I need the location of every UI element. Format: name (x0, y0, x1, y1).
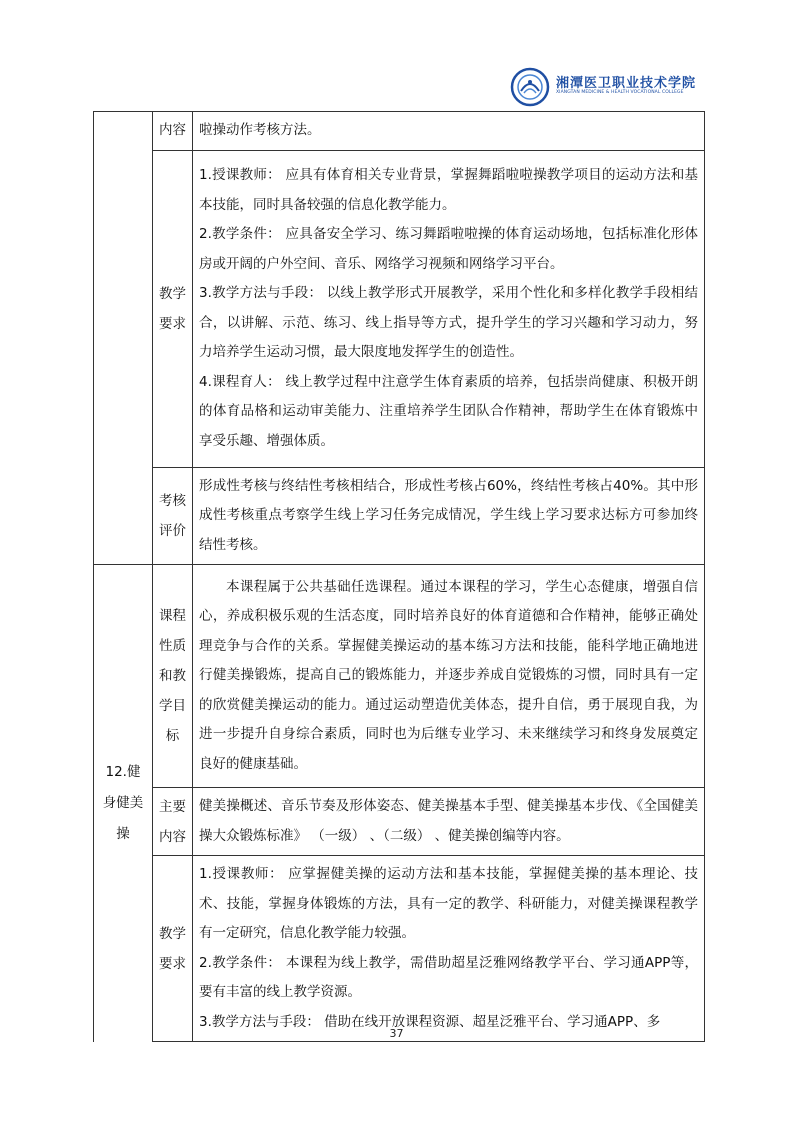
row-label-nature (153, 565, 193, 788)
table-row (94, 565, 705, 788)
teaching-item-4: 4.课程育人： 线上教学过程中注意学生体育素质的培养，包括崇尚健康、积极开朗的体育品格和运动审美能力、注重培养学生团队合作精神，帮助学生在体育锻炼中享受乐趣、增强体质。 (199, 373, 698, 449)
row-value-main-content: 健美操概述、音乐节奏及形体姿态、健美操基本手型、健美操基本步伐、《全国健美操大众锻炼标准》 （一级） 、（二级） 、健美操创编等内容。 (193, 788, 705, 856)
label-text: 教学要求 (159, 925, 186, 972)
row-value-teaching-2 (193, 856, 705, 1042)
row-value-nature (193, 565, 705, 788)
row-label-teaching-2 (153, 856, 193, 1042)
row-label-main-content (153, 788, 193, 856)
row-label-assessment (153, 467, 193, 565)
table-row (94, 856, 705, 1042)
teaching2-item-1: 1.授课教师： 应掌握健美操的运动方法和基本技能，掌握健美操的基本理论、技术、技能，掌握身体锻炼的方法，具有一定的教学、科研能力，对健美操课程教学有一定研究，信息化教学能力较强。 (199, 866, 698, 941)
table-row (94, 150, 705, 467)
label-text: 考核评价 (159, 492, 186, 539)
teaching-item-3: 3.教学方法与手段： 以线上教学形式开展教学，采用个性化和多样化教学手段相结合，以讲解、示范、练习、线上指导等方式，提升学生的学习兴趣和学习动力，努力培养学生运动习惯，最大限度地发挥学生的创造性。 (199, 285, 698, 360)
row-value-teaching (193, 150, 705, 467)
college-logo (510, 66, 695, 108)
page-number: 37 (389, 1027, 404, 1040)
teaching-item-2: 2.教学条件： 应具备安全学习、练习舞蹈啦啦操的体育运动场地，包括标准化形体房或开阔的户外空间、音乐、网络学习视频和网络学习平台。 (199, 226, 698, 272)
course-name-cell (94, 565, 153, 1042)
course-table (93, 111, 705, 1042)
teaching-item-1: 1.授课教师： 应具有体育相关专业背景，掌握舞蹈啦啦操教学项目的运动方法和基本技能，同时具备较强的信息化教学能力。 (199, 167, 698, 213)
label-text: 课程性质和教学目标 (159, 608, 186, 744)
table-row (94, 112, 705, 151)
course-name-cell-continued (94, 112, 153, 565)
row-label-teaching (153, 150, 193, 467)
label-text: 教学要求 (159, 285, 186, 332)
row-value-content: 啦操动作考核方法。 (193, 112, 705, 151)
row-value-assessment: 形成性考核与终结性考核相结合，形成性考核占60%，终结性考核占40%。其中形成性考核重点考察学生线上学习任务完成情况，学生线上学习要求达标方可参加终结性考核。 (193, 467, 705, 565)
table-row (94, 788, 705, 856)
course-name: 12.健身健美操 (102, 763, 144, 842)
table-row (94, 467, 705, 565)
nature-text: 本课程属于公共基础任选课程。通过本课程的学习，学生心态健康，增强自信心，养成积极乐观的生活态度，同时培养良好的体育道德和合作精神，能够正确处理竞争与合作的关系。掌握健美操运动的基本练习方法和技能，能科学地正确地进行健美操锻炼，提高自己的锻炼能力，并逐步养成自觉锻炼的习惯，同时具有一定的欣赏健美操运动的能力。通过运动塑造优美体态，提升自信，勇于展现自我，为进一步提升自身综合素质，同时也为后继专业学习、未来继续学习和终身发展奠定良好的健康基础。 (199, 578, 698, 772)
row-label-content: 内容 (153, 112, 193, 151)
school-name: 湘潭医卫职业技术学院 (556, 76, 697, 91)
label-text: 主要内容 (159, 798, 186, 845)
college-seal-icon (510, 67, 550, 107)
teaching2-item-3: 3.教学方法与手段： 借助在线开放课程资源、超星泛雅平台、学习通APP、多 (199, 1013, 661, 1030)
teaching2-item-2: 2.教学条件： 本课程为线上教学，需借助超星泛雅网络教学平台、学习通APP等，要有丰富的线上教学资源。 (199, 954, 698, 1000)
school-name-en: XIANGTAN MEDICINE & HEALTH VOCATIONAL COLLEGE (556, 90, 684, 95)
